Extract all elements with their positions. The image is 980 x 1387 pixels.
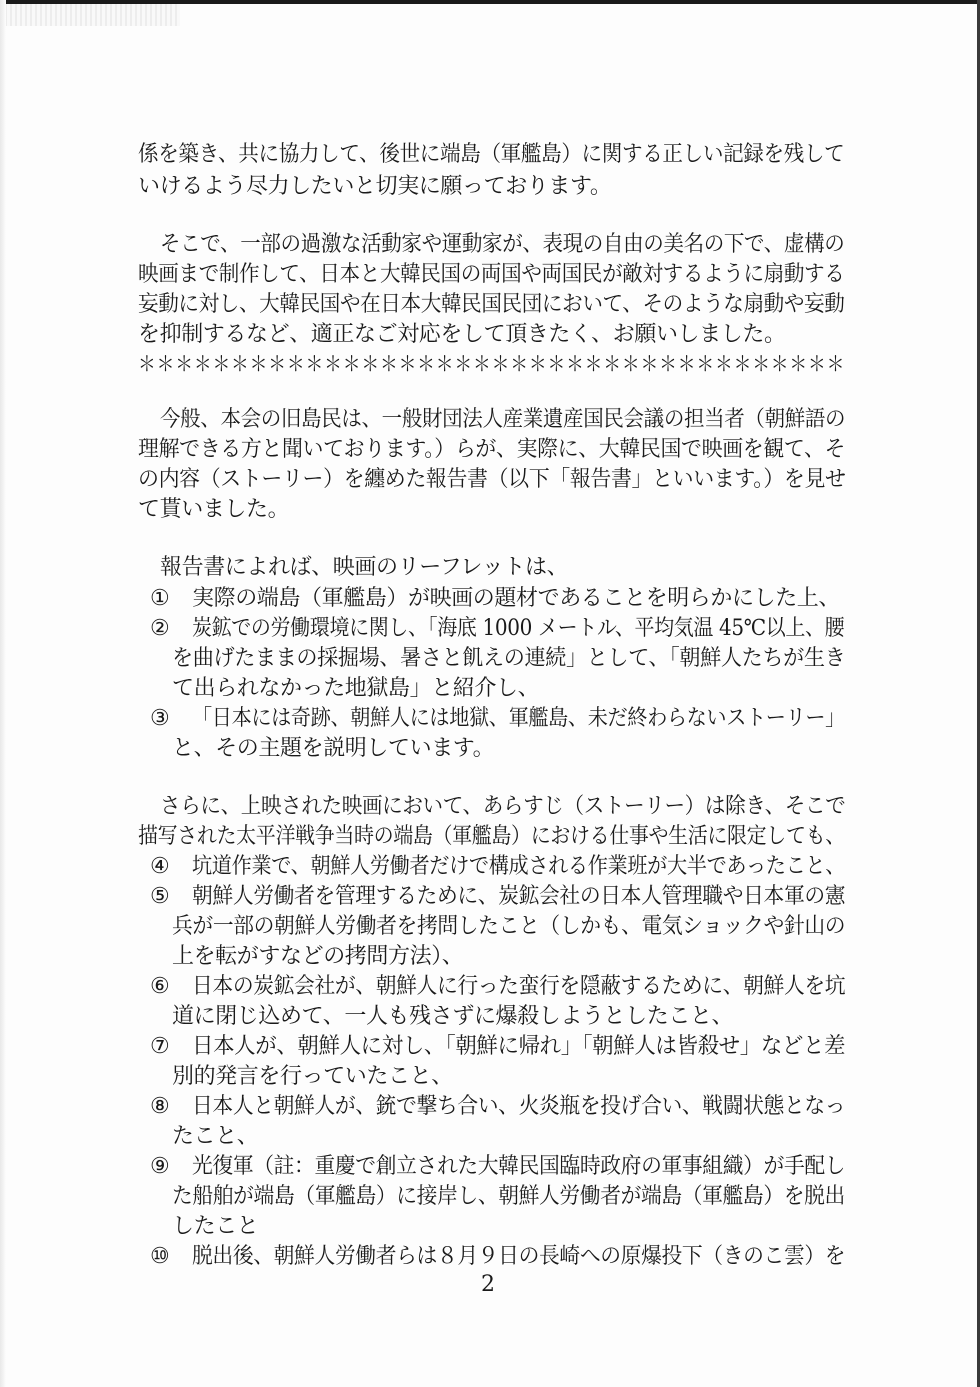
item-6-line-1: 日本の炭鉱会社が、朝鮮人に行った蛮行を隠蔽するために、朝鮮人を坑	[192, 974, 846, 999]
item-number: ⑥	[150, 974, 170, 999]
scan-left-edge	[0, 0, 6, 1387]
item-8-line-2: たこと、	[172, 1124, 259, 1149]
p2-line-3: 妄動に対し、大韓民国や在日本大韓民国民団において、そのような扇動や妄動	[138, 292, 845, 317]
item-5-line-1: 朝鮮人労働者を管理するために、炭鉱会社の日本人管理職や日本軍の憲	[192, 884, 846, 909]
item-2-line-2: を曲げたままの採掘場、暑さと飢えの連続」として、「朝鮮人たちが生き	[172, 646, 846, 671]
item-3-line-1: 「日本には奇跡、朝鮮人には地獄、軍艦島、未だ終わらないストーリー」	[192, 706, 845, 731]
item-9-line-2: た船舶が端島（軍艦島）に接岸し、朝鮮人労働者が端島（軍艦島）を脱出	[172, 1184, 845, 1209]
p2-line-2: 映画まで制作して、日本と大韓民国の両国や両国民が敵対するように扇動する	[138, 262, 845, 287]
p2-line-4: を抑制するなど、適正なご対応をして頂きたく、お願いしました。	[138, 322, 786, 347]
item-7-line-1: 日本人が、朝鮮人に対し、「朝鮮に帰れ」「朝鮮人は皆殺せ」などと差	[192, 1034, 846, 1059]
item-5-line-3: 上を転がすなどの拷問方法）、	[172, 944, 464, 969]
item-9-line-1: 光復軍（註：重慶で創立された大韓民国臨時政府の軍事組織）が手配し	[192, 1154, 846, 1179]
scan-noise	[0, 4, 180, 26]
item-5-line-2: 兵が一部の朝鮮人労働者を拷問したこと（しかも、電気ショックや針山の	[172, 914, 846, 939]
item-number: ⑧	[150, 1094, 170, 1119]
item-7-line-2: 別的発言を行っていたこと、	[172, 1064, 453, 1089]
item-number: ⑦	[150, 1034, 170, 1059]
item-2-line-1: 炭鉱での労働環境に関し、「海底 1000 メートル、平均気温 45℃以上、腰	[192, 616, 845, 641]
p4-intro: 報告書によれば、映画のリーフレットは、	[160, 555, 569, 580]
p5-line-2: 描写された太平洋戦争当時の端島（軍艦島）における仕事や生活に限定しても、	[138, 824, 845, 849]
p2-line-1: そこで、一部の過激な活動家や運動家が、表現の自由の美名の下で、虚構の	[160, 232, 845, 257]
item-number: ②	[150, 616, 170, 641]
item-4-line-1: 坑道作業で、朝鮮人労働者だけで構成される作業班が大半であったこと、	[192, 854, 846, 879]
item-number: ⑤	[150, 884, 170, 909]
item-number: ⑨	[150, 1154, 170, 1179]
asterisk-separator: ＊＊＊＊＊＊＊＊＊＊＊＊＊＊＊＊＊＊＊＊＊＊＊＊＊＊＊＊＊＊＊＊＊＊＊＊＊＊	[138, 352, 846, 376]
p3-line-2: 理解できる方と聞いております。）らが、実際に、大韓民国で映画を観て、そ	[138, 437, 846, 462]
p5-line-1: さらに、上映された映画において、あらすじ（ストーリー）は除き、そこで	[160, 794, 846, 819]
item-1-line-1: 実際の端島（軍艦島）が映画の題材であることを明らかにした上、	[192, 586, 841, 611]
item-number: ①	[150, 586, 170, 611]
item-2-line-3: て出られなかった地獄島」と紹介し、	[172, 676, 540, 701]
page-number: 2	[481, 1272, 495, 1297]
p3-line-4: て貰いました。	[138, 497, 290, 522]
item-number: ④	[150, 854, 170, 879]
item-3-line-2: と、その主題を説明しています。	[172, 736, 495, 761]
item-10-line-1: 脱出後、朝鮮人労働者らは８月９日の長崎への原爆投下（きのこ雲）を	[192, 1244, 846, 1269]
p3-line-1: 今般、本会の旧島民は、一般財団法人産業遺産国民会議の担当者（朝鮮語の	[160, 407, 846, 432]
item-number: ③	[150, 706, 170, 731]
item-number: ⑩	[150, 1244, 170, 1269]
p1-line-2: いけるよう尽力したいと切実に願っております。	[138, 174, 612, 199]
item-8-line-1: 日本人と朝鮮人が、銃で撃ち合い、火炎瓶を投げ合い、戦闘状態となっ	[192, 1094, 846, 1119]
item-9-line-3: したこと	[172, 1214, 259, 1239]
p3-line-3: の内容（ストーリー）を纏めた報告書（以下「報告書」といいます。）を見せ	[138, 467, 846, 492]
item-6-line-2: 道に閉じ込めて、一人も残さずに爆殺しようとしたこと、	[172, 1004, 734, 1029]
p1-line-1: 係を築き、共に協力して、後世に端島（軍艦島）に関する正しい記録を残して	[138, 142, 845, 167]
